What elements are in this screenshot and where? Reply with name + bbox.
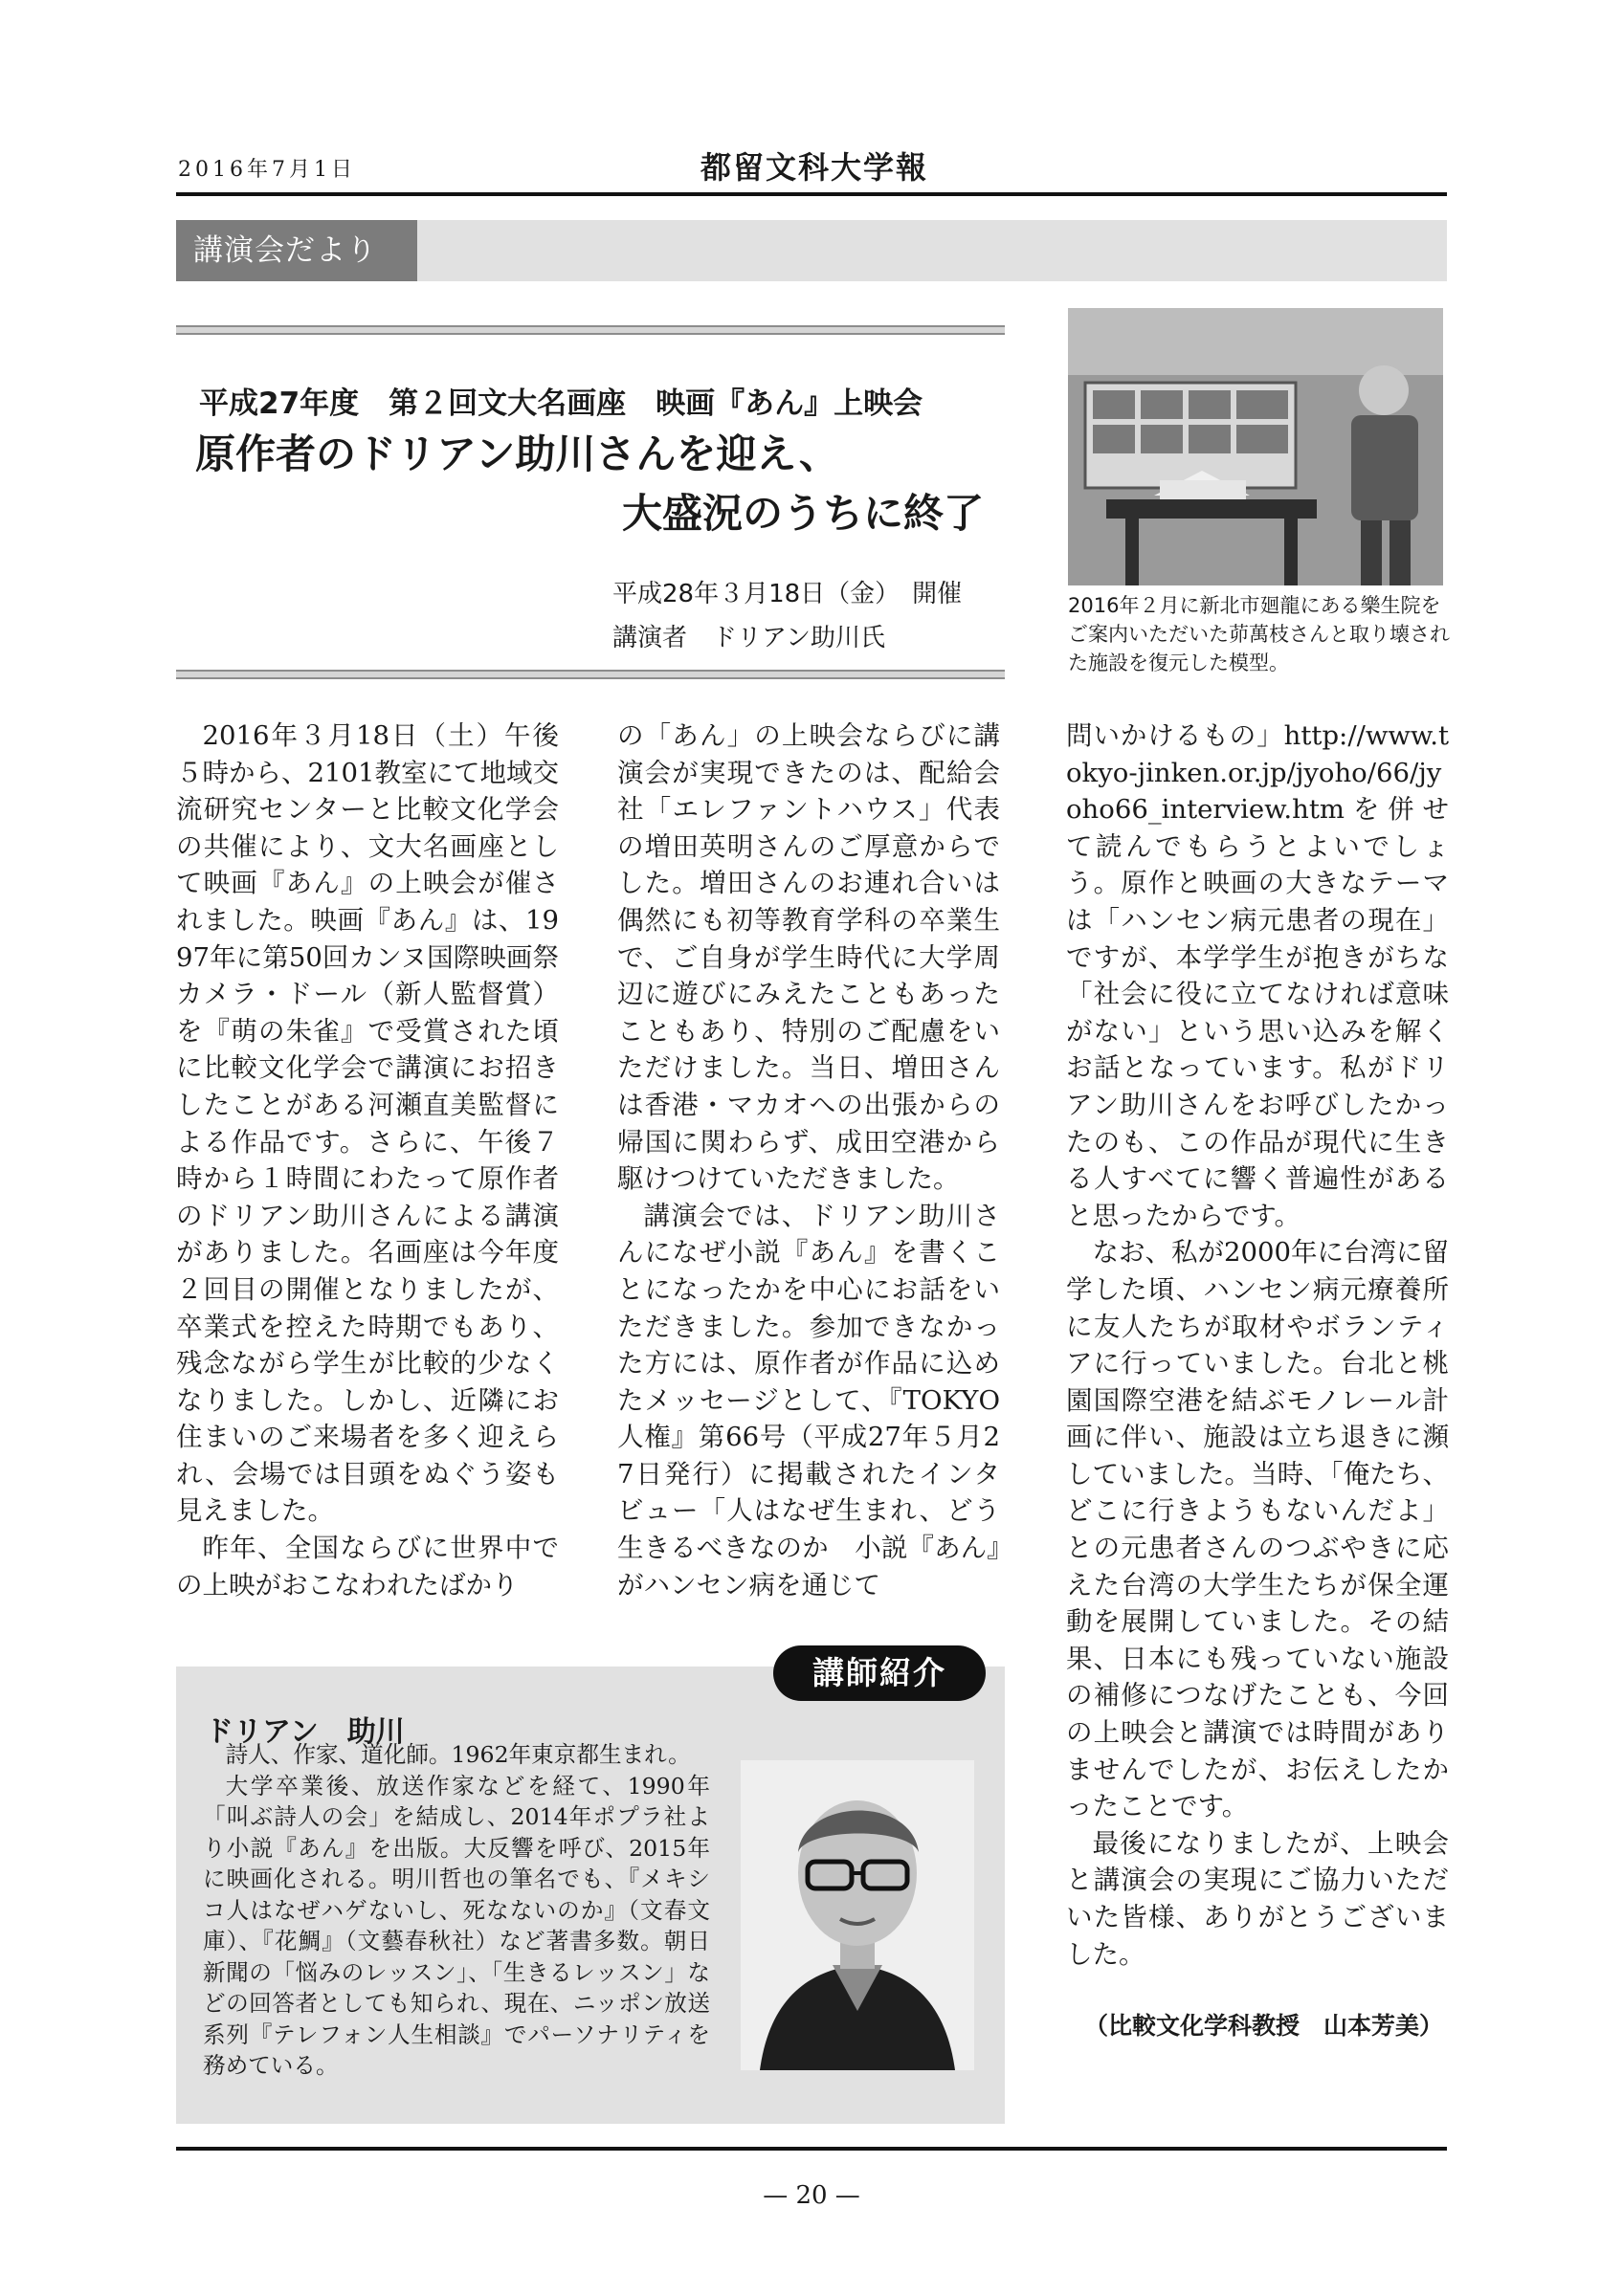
body-column-3 [1066,718,1449,1973]
body-paragraph: 講演会では、ドリアン助川さんになぜ小説『あん』を書くことになったかを中心にお話をいただきました。参加できなかった方には、原作者が作品に込めたメッセージとして、『TOKYO人権』第66号（平成27年５月27日発行）に掲載されたインタビュー「人はなぜ生まれ、どう生きるべきなのか 小説『あん』がハンセン病を通じて [617,1200,1000,1601]
article-headline [195,425,989,543]
photo-caption: 2016年２月に新北市廻龍にある樂生院をご案内いただいた茆萬枝さんと取り壊された施設を復元した模型。 [1068,594,1450,674]
speaker-line: 講演者 ドリアン助川氏 [612,624,885,652]
event-photo [1068,308,1443,585]
header-rule [176,192,1447,196]
author-signature: （比較文化学科教授 山本芳美） [1083,2012,1443,2040]
title-rule-top [176,325,1005,335]
publication-title: 都留文科大学報 [700,149,929,186]
portrait-illustration [741,1760,974,2070]
speaker-name: ドリアン 助川 [205,1715,405,1749]
article-kicker: 平成27年度 第２回文大名画座 映画『あん』上映会 [199,386,923,421]
bio-paragraph: 大学卒業後、放送作家などを経て、1990年「叫ぶ詩人の会」を結成し、2014年ポプラ社より小説『あん』を出版。大反響を呼び、2015年に映画化される。明川哲也の筆名でも、『メキシコ人はなぜハゲないし、死なないのか』（文春文庫）、『花鯛』（文藝春秋社）など著書多数。朝日新聞の「悩みのレッスン」、「生きるレッスン」などの回答者としても知られ、現在、ニッポン放送系列『テレフォン人生相談』でパーソナリティを務めている。 [203,1772,710,2079]
body-paragraph: なお、私が2000年に台湾に留学した頃、ハンセン病元療養所に友人たちが取材やボランティアに行っていました。台北と桃園国際空港を結ぶモノレール計画に伴い、施設は立ち退きに瀕していました。当時、「俺たち、どこに行きようもないんだよ」との元患者さんのつぶやきに応えた台湾の大学生たちが保全運動を展開していました。その結果、日本にも残っていない施設の補修につなげたことも、今回の上映会と講演では時間がありませんでしたが、お伝えしたかったことです。 [1066,1237,1449,1822]
body-paragraph: 最後になりましたが、上映会と講演会の実現にご協力いただいた皆様、ありがとうございました。 [1066,1827,1449,1970]
body-paragraph: 問いかけるもの」http://www.tokyo-jinken.or.jp/jyoho/66/jyoho66_interview.htmを併せて読んでもらうとよいでしょう。原作と映画の大きなテーマは「ハンセン病元患者の現在」ですが、本学学生が抱きがちな「社会に役に立てなければ意味がない」という思い込みを解くお話となっています。私がドリアン助川さんをお呼びしたかったのも、この作品が現代に生きる人すべてに響く普遍性があると思ったからです。 [1066,720,1449,1231]
page-number: — 20 — [763,2181,860,2210]
event-date: 平成28年３月18日（金） 開催 [612,580,963,608]
speaker-portrait [741,1760,974,2070]
body-paragraph: の「あん」の上映会ならびに講演会が実現できたのは、配給会社「エレファントハウス」代表の増田英明さんのご厚意からでした。増田さんのお連れ合いは偶然にも初等教育学科の卒業生で、ご自身が学生時代に大学周辺に遊びにみえたこともあったこともあり、特別のご配慮をいただけました。当日、増田さんは香港・マカオへの出張からの帰国に関わらず、成田空港から駆けつけていただきました。 [617,720,1000,1195]
photo-illustration [1068,308,1443,585]
speaker-bio [203,1739,710,2082]
body-column-2 [617,718,1000,1603]
section-label: 講演会だより [176,220,417,281]
headline-line-2: 大盛況のうちに終了 [621,490,984,537]
issue-date: 2016年7月1日 [178,158,356,182]
body-paragraph: 2016年３月18日（土）午後５時から、2101教室にて地域交流研究センターと比較文化学会の共催により、文大名画座として映画『あん』の上映会が催されました。映画『あん』は、1997年に第50回カンヌ国際映画祭 カメラ・ドール（新人監督賞）を『萌の朱雀』で受賞された頃に比較文化学会で講演にお招きしたことがある河瀬直美監督による作品です。さらに、午後７時から１時間にわたって原作者のドリアン助川さんによる講演がありました。名画座は今年度２回目の開催となりましたが、卒業式を控えた時期でもあり、残念ながら学生が比較的少なくなりました。しかし、近隣にお住まいのご来場者を多く迎えられ、会場では目頭をぬぐう姿も見えました。 [176,720,559,1527]
profile-badge: 講師紹介 [773,1645,986,1701]
footer-rule [176,2147,1447,2151]
headline-line-1: 原作者のドリアン助川さんを迎え、 [195,430,839,477]
title-rule-bottom [176,670,1005,679]
body-column-1 [176,718,559,1603]
bio-paragraph: 詩人、作家、道化師。1962年東京都生まれ。 [225,1741,691,1768]
body-paragraph: 昨年、全国ならびに世界中での上映がおこなわれたばかり [176,1533,559,1601]
event-meta [612,572,962,660]
